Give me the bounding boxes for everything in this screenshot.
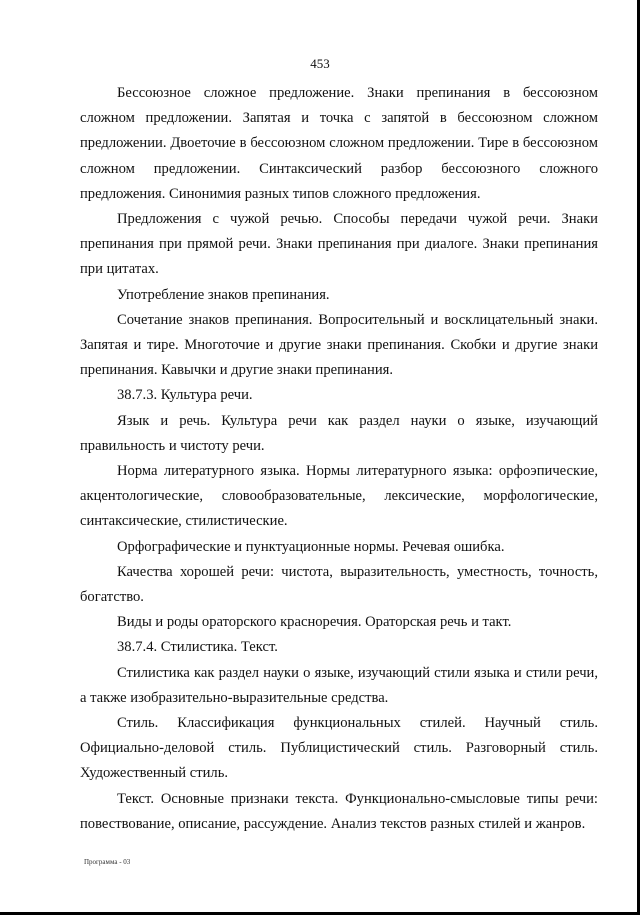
paragraph-literary-norm: Норма литературного языка. Нормы литературного языка: орфоэпические, акцентологические, словообразовательные, лексические, морфологические, синтаксические, стилистические. bbox=[80, 463, 598, 530]
paragraph-asyndetic-sentence: Бессоюзное сложное предложение. Знаки препинания в бессоюзном сложном предложении. Запятая и точка с запятой в бессоюзном сложном предложении. Двоеточие в бессоюзном сложном предложении. Тире в бессоюзном сложном предложении. Синтаксический разбор бессоюзного сложного предложения. Синонимия разных типов сложного предложения. bbox=[80, 85, 598, 202]
paragraph-language-and-speech: Язык и речь. Культура речи как раздел науки о языке, изучающий правильность и чистоту речи. bbox=[80, 412, 598, 454]
paragraph-reported-speech: Предложения с чужой речью. Способы передачи чужой речи. Знаки препинания при прямой речи. Знаки препинания при диалоге. Знаки препинания при цитатах. bbox=[80, 211, 598, 278]
paragraph-punctuation-usage: Употребление знаков препинания. bbox=[117, 286, 330, 303]
paragraph-oratory: Виды и роды ораторского красноречия. Ораторская речь и такт. bbox=[117, 614, 512, 631]
paragraph-spelling-norms: Орфографические и пунктуационные нормы. Речевая ошибка. bbox=[117, 538, 505, 555]
paragraph-text: Текст. Основные признаки текста. Функционально-смысловые типы речи: повествование, описание, рассуждение. Анализ текстов разных стилей и жанров. bbox=[80, 790, 598, 832]
paragraph-speech-qualities: Качества хорошей речи: чистота, выразительность, уместность, точность, богатство. bbox=[80, 563, 598, 606]
document-body bbox=[80, 81, 598, 837]
paragraph-punctuation-combination: Сочетание знаков препинания. Вопросительный и восклицательный знаки. Запятая и тире. Многоточие и другие знаки препинания. Скобки и другие знаки препинания. Кавычки и другие знаки препинания. bbox=[80, 311, 598, 379]
section-heading-stylistics: 38.7.4. Стилистика. Текст. bbox=[117, 639, 278, 656]
paragraph-stylistics: Стилистика как раздел науки о языке, изучающий стили языка и стили речи, а также изобразительно-выразительные средства. bbox=[80, 664, 598, 706]
page-footer: Программа - 03 bbox=[84, 858, 131, 866]
page-number: 453 bbox=[310, 56, 330, 71]
section-heading-speech-culture: 38.7.3. Культура речи. bbox=[117, 387, 253, 404]
paragraph-style-classification: Стиль. Классификация функциональных стилей. Научный стиль. Официально-деловой стиль. Публицистический стиль. Разговорный стиль. Художественный стиль. bbox=[80, 715, 598, 782]
